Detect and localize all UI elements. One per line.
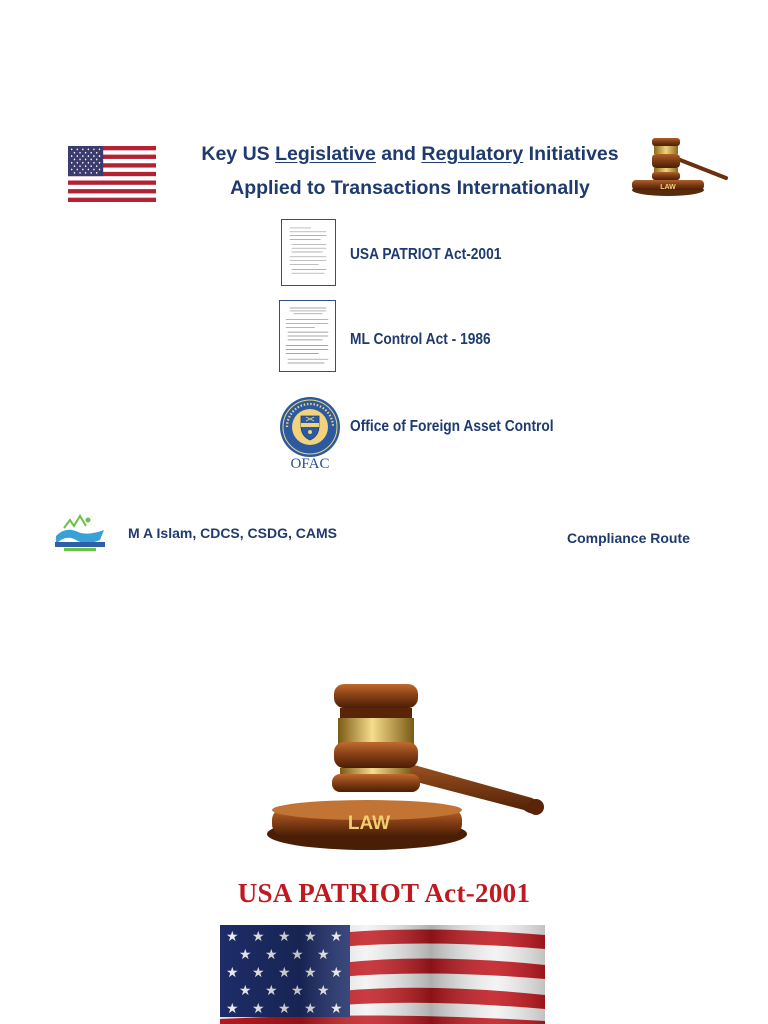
treasury-seal-icon (279, 396, 341, 458)
us-flag-image (68, 146, 156, 202)
title-line-2: Applied to Transactions Internationally (230, 177, 590, 199)
gavel-image (232, 680, 562, 870)
document-icon (281, 219, 336, 286)
gavel-icon (628, 134, 732, 200)
compliance-route-logo (50, 514, 110, 554)
ofac-caption: OFAC (290, 456, 330, 472)
title-word-underlined: Regulatory (421, 143, 524, 165)
gavel-plaque-text: LAW (347, 813, 391, 834)
title-word: Initiatives (528, 143, 619, 165)
item-label-patriot-act: USA PATRIOT Act-2001 (350, 246, 502, 263)
title-word: Key US (201, 143, 270, 165)
slide-title (180, 137, 640, 205)
title-word: and (381, 143, 416, 165)
author-name: M A Islam, CDCS, CSDG, CAMS (128, 525, 337, 541)
item-label-ofac: Office of Foreign Asset Control (350, 418, 554, 435)
title-word-underlined: Legislative (275, 143, 376, 165)
title-line-1 (180, 137, 640, 171)
document-icon (279, 300, 336, 372)
item-label-ml-control-act: ML Control Act - 1986 (350, 331, 491, 348)
us-flag-image (220, 925, 545, 1024)
company-name: Compliance Route (567, 530, 690, 546)
gavel-plaque-text: LAW (660, 184, 676, 191)
patriot-act-title: USA PATRIOT Act-2001 (237, 878, 531, 908)
